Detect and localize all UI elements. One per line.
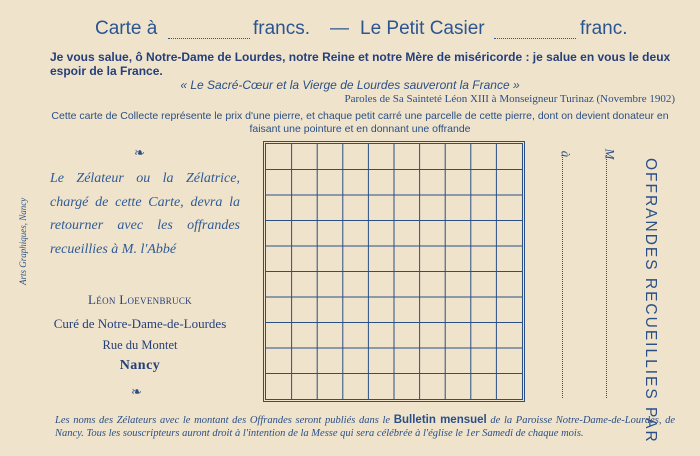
footer-text-after: de la Paroisse Notre-Dame-de-Lourdes, de Nancy. Tous les souscripteurs auront droit à l'intention de la Messe qui sera célébrée à l'église le 1er Samedi de chaque mois. — [55, 415, 676, 439]
collector-column-line-1 — [562, 155, 563, 398]
contact-title: Curé de Notre-Dame-de-Lourdes — [53, 316, 227, 331]
instructions-text: Le Zélateur ou la Zélatrice, chargé de cette Carte, devra la retourner avec les offrandes recueillies à M. l'Abbé — [50, 171, 240, 257]
grid-lines — [266, 144, 522, 399]
column-mark-m: M — [602, 148, 618, 160]
contact-street: Rue du Montet — [102, 338, 178, 352]
contact-name: Léon Loevenbruck — [88, 292, 192, 307]
footer-text-before: Les noms des Zélateurs avec le montant des Offrandes seront publiés dans le — [55, 415, 391, 426]
quote-text: « Le Sacré-Cœur et la Vierge de Lourdes sauveront la France » — [180, 78, 520, 92]
description-text: Cette carte de Collecte représente le prix d'une pierre, et chaque petit carré une parcelle de cette pierre, dont on devient donateur en faisant une pointure et en donnant une offrande — [51, 110, 669, 135]
pointing-grid[interactable] — [263, 141, 525, 402]
salutation-text: Je vous salue, ô Notre-Dame de Lourdes, notre Reine et notre Mère de miséricorde : je salue en vous le deux espoir de la France. — [50, 50, 671, 78]
ornament-bottom-icon: ❧ — [131, 384, 142, 399]
francs-label: francs. — [253, 18, 311, 39]
offrandes-heading: OFFRANDES RECUEILLIES PAR — [642, 158, 659, 444]
column-mark-a: à — [558, 150, 574, 158]
attribution-text: Paroles de Sa Sainteté Léon XIII à Monseigneur Turinaz (Novembre 1902) — [344, 93, 675, 105]
casier-blank-line[interactable] — [494, 38, 576, 39]
amount-blank-line[interactable] — [168, 38, 250, 39]
collector-column-line-2 — [606, 155, 607, 398]
footer-note — [55, 414, 675, 440]
contact-city: Nancy — [119, 358, 161, 373]
header-dash: — — [330, 18, 349, 39]
franc-label: franc. — [580, 18, 628, 39]
card-header — [0, 14, 700, 44]
carte-label: Carte à — [95, 18, 158, 39]
printer-credit: Arts Graphiques, Nancy — [18, 197, 28, 285]
footer-bulletin: Bulletin mensuel — [393, 414, 487, 426]
ornament-icon: ❧ — [134, 145, 145, 160]
casier-label: Le Petit Casier — [360, 18, 485, 39]
